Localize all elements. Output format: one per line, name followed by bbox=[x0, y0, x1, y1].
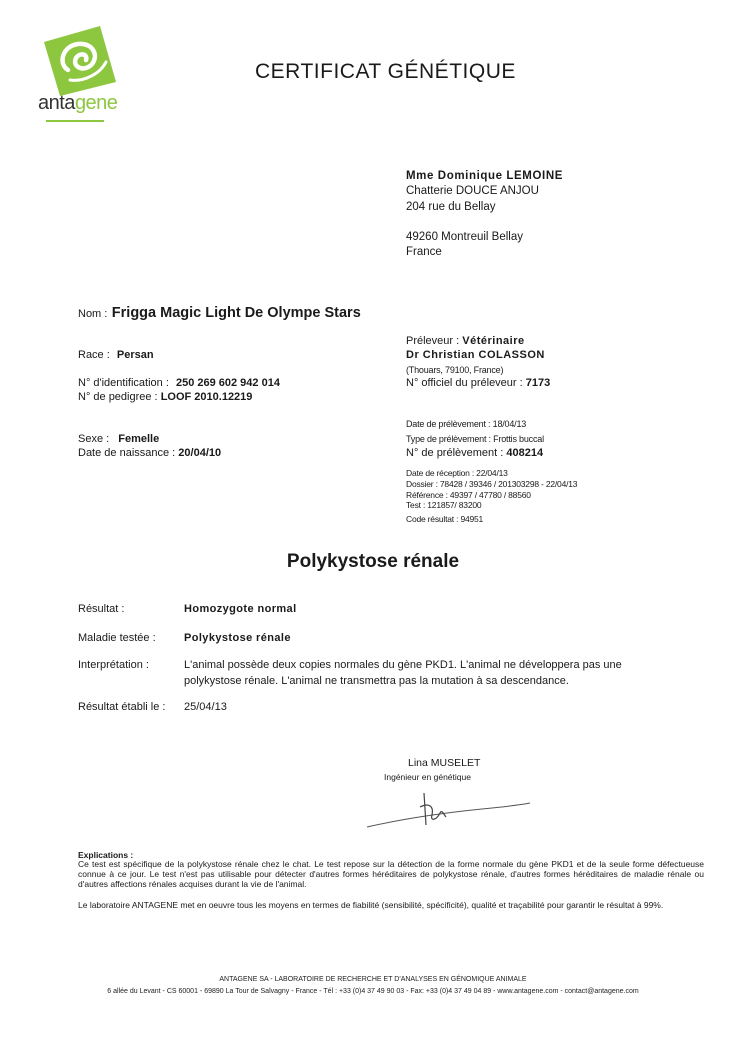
explications-para1: Ce test est spécifique de la polykystose rénale chez le chat. Le test repose sur la détection de la forme normale du gène PKD1 et de la seule forme défectueuse connue à ce jour. Le test n'est pas utilisable pour détecter d'autres formes héréditaires de polykystose rénale, d'autres formes héréditaires de maladie rénale ou d'autres affections rénales acquises durant la vie de l'animal. bbox=[78, 859, 704, 889]
sampler-place: (Thouars, 79100, France) bbox=[406, 365, 504, 375]
id-label: N° d'identification : bbox=[78, 377, 169, 389]
sample-number: 408214 bbox=[506, 447, 544, 459]
id-value: 250 269 602 942 014 bbox=[175, 377, 280, 389]
animal-name-row bbox=[78, 304, 361, 322]
sampler-label: Préleveur : bbox=[406, 335, 460, 347]
recipient-name: Mme Dominique LEMOINE bbox=[406, 170, 563, 182]
page-title: CERTIFICAT GÉNÉTIQUE bbox=[255, 60, 516, 83]
sampler-official-row bbox=[406, 377, 550, 389]
recipient-line1: Chatterie DOUCE ANJOU bbox=[406, 185, 539, 197]
signatory-name: Lina MUSELET bbox=[408, 757, 481, 769]
id-row bbox=[78, 377, 280, 389]
sampler-type: Vétérinaire bbox=[462, 335, 525, 347]
sampler-name: Dr Christian COLASSON bbox=[406, 349, 545, 361]
race-row bbox=[78, 349, 154, 361]
pedigree-row bbox=[78, 391, 252, 403]
explications-heading: Explications : bbox=[78, 850, 134, 860]
interp-line2: polykystose rénale. L'animal ne transmettra pas la mutation à sa descendance. bbox=[184, 675, 569, 687]
footer-line1: ANTAGENE SA - LABORATOIRE DE RECHERCHE ET D'ANALYSES EN GÉNOMIQUE ANIMALE bbox=[219, 976, 527, 983]
sex-label: Sexe : bbox=[78, 433, 110, 445]
logo-prefix: anta bbox=[38, 92, 75, 114]
pedigree-label: N° de pedigree : bbox=[78, 391, 158, 403]
birth-row bbox=[78, 447, 221, 459]
animal-name-label: Nom : bbox=[78, 308, 108, 320]
birth-value: 20/04/10 bbox=[178, 447, 222, 459]
interp-line1: L'animal possède deux copies normales du gène PKD1. L'animal ne développera pas une bbox=[184, 659, 622, 671]
race-label: Race : bbox=[78, 349, 110, 361]
sample-code: Code résultat : 94951 bbox=[406, 514, 484, 524]
sampler-row bbox=[406, 335, 525, 347]
sex-row bbox=[78, 433, 159, 445]
sample-type: Type de prélèvement : Frottis buccal bbox=[406, 434, 544, 444]
logo-wordmark bbox=[38, 92, 117, 115]
animal-name: Frigga Magic Light De Olympe Stars bbox=[111, 305, 361, 321]
sample-dossier: Dossier : 78428 / 39346 / 201303298 - 22/04/13 bbox=[406, 479, 578, 489]
signature-icon bbox=[362, 785, 532, 835]
sampler-official-value: 7173 bbox=[525, 377, 551, 389]
pedigree-value: LOOF 2010.12219 bbox=[160, 391, 253, 403]
sampler-official-label: N° officiel du préleveur : bbox=[406, 377, 523, 389]
test-title: Polykystose rénale bbox=[286, 551, 460, 572]
sample-reference: Référence : 49397 / 47780 / 88560 bbox=[406, 490, 531, 500]
sample-number-label: N° de prélèvement : bbox=[406, 447, 504, 459]
disease-value: Polykystose rénale bbox=[184, 632, 291, 644]
logo-underline bbox=[46, 120, 104, 122]
birth-label: Date de naissance : bbox=[78, 447, 176, 459]
signatory-role: Ingénieur en génétique bbox=[384, 772, 471, 782]
sample-test: Test : 121857/ 83200 bbox=[406, 500, 482, 510]
result-value: Homozygote normal bbox=[184, 603, 297, 615]
interp-label: Interprétation : bbox=[78, 659, 149, 671]
result-date-label: Résultat établi le : bbox=[78, 701, 166, 713]
recipient-line3: 49260 Montreuil Bellay bbox=[406, 231, 523, 243]
recipient-line2: 204 rue du Bellay bbox=[406, 201, 496, 213]
explications-para2: Le laboratoire ANTAGENE met en oeuvre tous les moyens en termes de fiabilité (sensibilité, spécificité), qualité et traçabilité pour garantir le résultat à 99%. bbox=[78, 900, 664, 910]
sex-value: Femelle bbox=[118, 433, 160, 445]
footer-line2: 6 allée du Levant - CS 60001 - 69890 La Tour de Salvagny - France - Tél : +33 (0)4 37 49 90 03 - Fax: +33 (0)4 37 49 04 89 - www.antagene.com - contact@antagene.com bbox=[107, 988, 639, 995]
logo-suffix: gene bbox=[74, 92, 118, 114]
race-value: Persan bbox=[116, 349, 154, 361]
disease-label: Maladie testée : bbox=[78, 632, 156, 644]
result-date: 25/04/13 bbox=[184, 701, 227, 713]
result-label: Résultat : bbox=[78, 603, 125, 615]
sample-reception: Date de réception : 22/04/13 bbox=[406, 468, 508, 478]
logo-mark-icon bbox=[40, 22, 120, 97]
sample-number-row bbox=[406, 447, 543, 459]
recipient-line4: France bbox=[406, 246, 442, 258]
sample-date: Date de prélèvement : 18/04/13 bbox=[406, 419, 527, 429]
